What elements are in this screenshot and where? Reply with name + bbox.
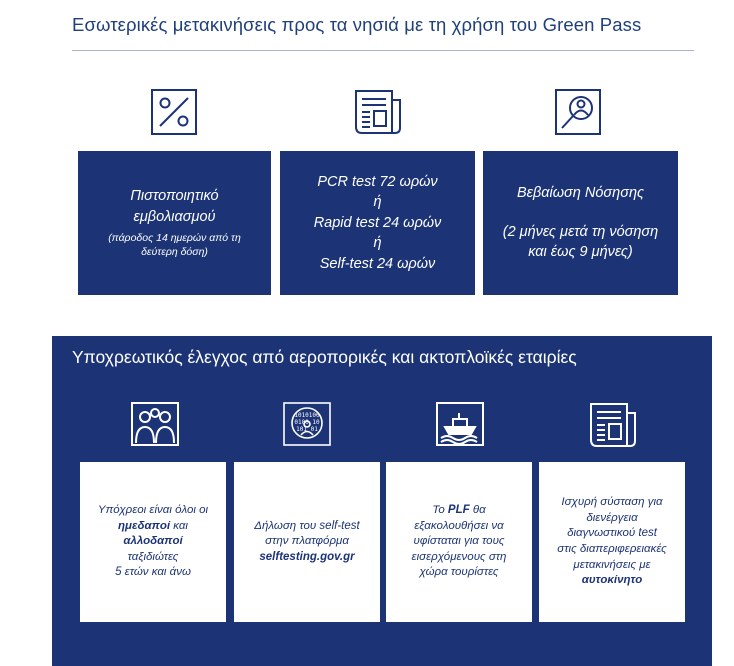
card-text: Υπόχρεοι είναι όλοι οι <box>97 503 209 516</box>
card-label: (2 μήνες μετά τη νόσηση <box>502 223 659 240</box>
card-bold-text: αυτοκίνητο <box>581 574 643 587</box>
title-divider <box>72 50 694 51</box>
card-text: Ισχυρή σύσταση για <box>561 496 663 509</box>
card-text: διενέργεια <box>586 511 638 524</box>
card-text <box>432 503 485 519</box>
test-requirements-card <box>280 151 475 295</box>
card-text: υφίσταται για τους <box>413 535 505 548</box>
card-text: στις διαπεριφερειακές <box>557 543 667 555</box>
card-text: και <box>170 519 188 532</box>
card-label: εμβολιασμού <box>133 209 216 226</box>
card-text: θα <box>469 503 486 516</box>
newspaper-icon <box>354 88 402 136</box>
people-icon <box>130 401 180 447</box>
plf-card <box>386 462 532 622</box>
svg-text:101 01: 101 01 <box>296 426 318 433</box>
card-text: χώρα τουρίστες <box>419 566 499 579</box>
card-label: Πιστοποιητικό <box>130 188 219 205</box>
panel-title: Υποχρεωτικός έλεγχος από αεροπορικές και ακτοπλοϊκές εταιρίες <box>72 347 577 367</box>
ship-icon <box>435 401 485 447</box>
self-test-declaration-card <box>234 462 380 622</box>
travelers-requirement-card <box>80 462 226 622</box>
card-label: Self-test 24 ωρών <box>319 255 436 272</box>
card-text: 5 ετών και άνω <box>115 566 191 579</box>
card-text: διαγνωστικού test <box>567 527 657 540</box>
card-text: Δήλωση του self-test <box>254 519 360 532</box>
card-text: εισερχόμενους στη <box>411 550 507 563</box>
person-magnifier-icon <box>554 88 602 136</box>
card-text <box>582 573 643 589</box>
card-label: PCR test 72 ωρών <box>317 173 438 190</box>
card-bold-text: αλλοδαποί <box>123 535 183 548</box>
card-text <box>118 519 188 535</box>
card-text: Το <box>432 503 448 516</box>
card-note: δεύτερη δόση) <box>141 246 208 259</box>
card-note: (πάροδος 14 ημερών από τη <box>108 231 241 244</box>
card-label: και έως 9 μήνες) <box>528 244 633 261</box>
svg-text:0100 10: 0100 10 <box>294 419 320 426</box>
car-travel-recommendation-card <box>539 462 685 622</box>
newspaper-icon <box>589 401 637 449</box>
card-text: ταξιδιώτες <box>127 550 179 563</box>
vaccination-certificate-card <box>78 151 271 295</box>
card-bold-text: PLF <box>447 503 470 516</box>
card-label: Βεβαίωση Νόσησης <box>516 185 645 202</box>
card-label: Rapid test 24 ωρών <box>313 214 442 231</box>
card-label: ή <box>373 194 382 211</box>
card-text <box>123 534 182 550</box>
card-bold-text: ημεδαποί <box>118 519 171 532</box>
card-text: στην πλατφόρμα <box>265 535 349 548</box>
recovery-certificate-card <box>483 151 678 295</box>
page-title: Εσωτερικές μετακινήσεις προς τα νησιά με τη χρήση του Green Pass <box>72 14 642 35</box>
card-label: ή <box>373 235 382 252</box>
svg-text:1010100: 1010100 <box>294 412 320 419</box>
percent-icon <box>150 88 198 136</box>
selftesting-link: selftesting.gov.gr <box>259 550 355 563</box>
card-text: μετακινήσεις με <box>573 558 651 571</box>
card-text <box>259 550 354 566</box>
card-text: εξακολουθήσει να <box>414 519 504 532</box>
data-person-icon <box>282 401 332 447</box>
